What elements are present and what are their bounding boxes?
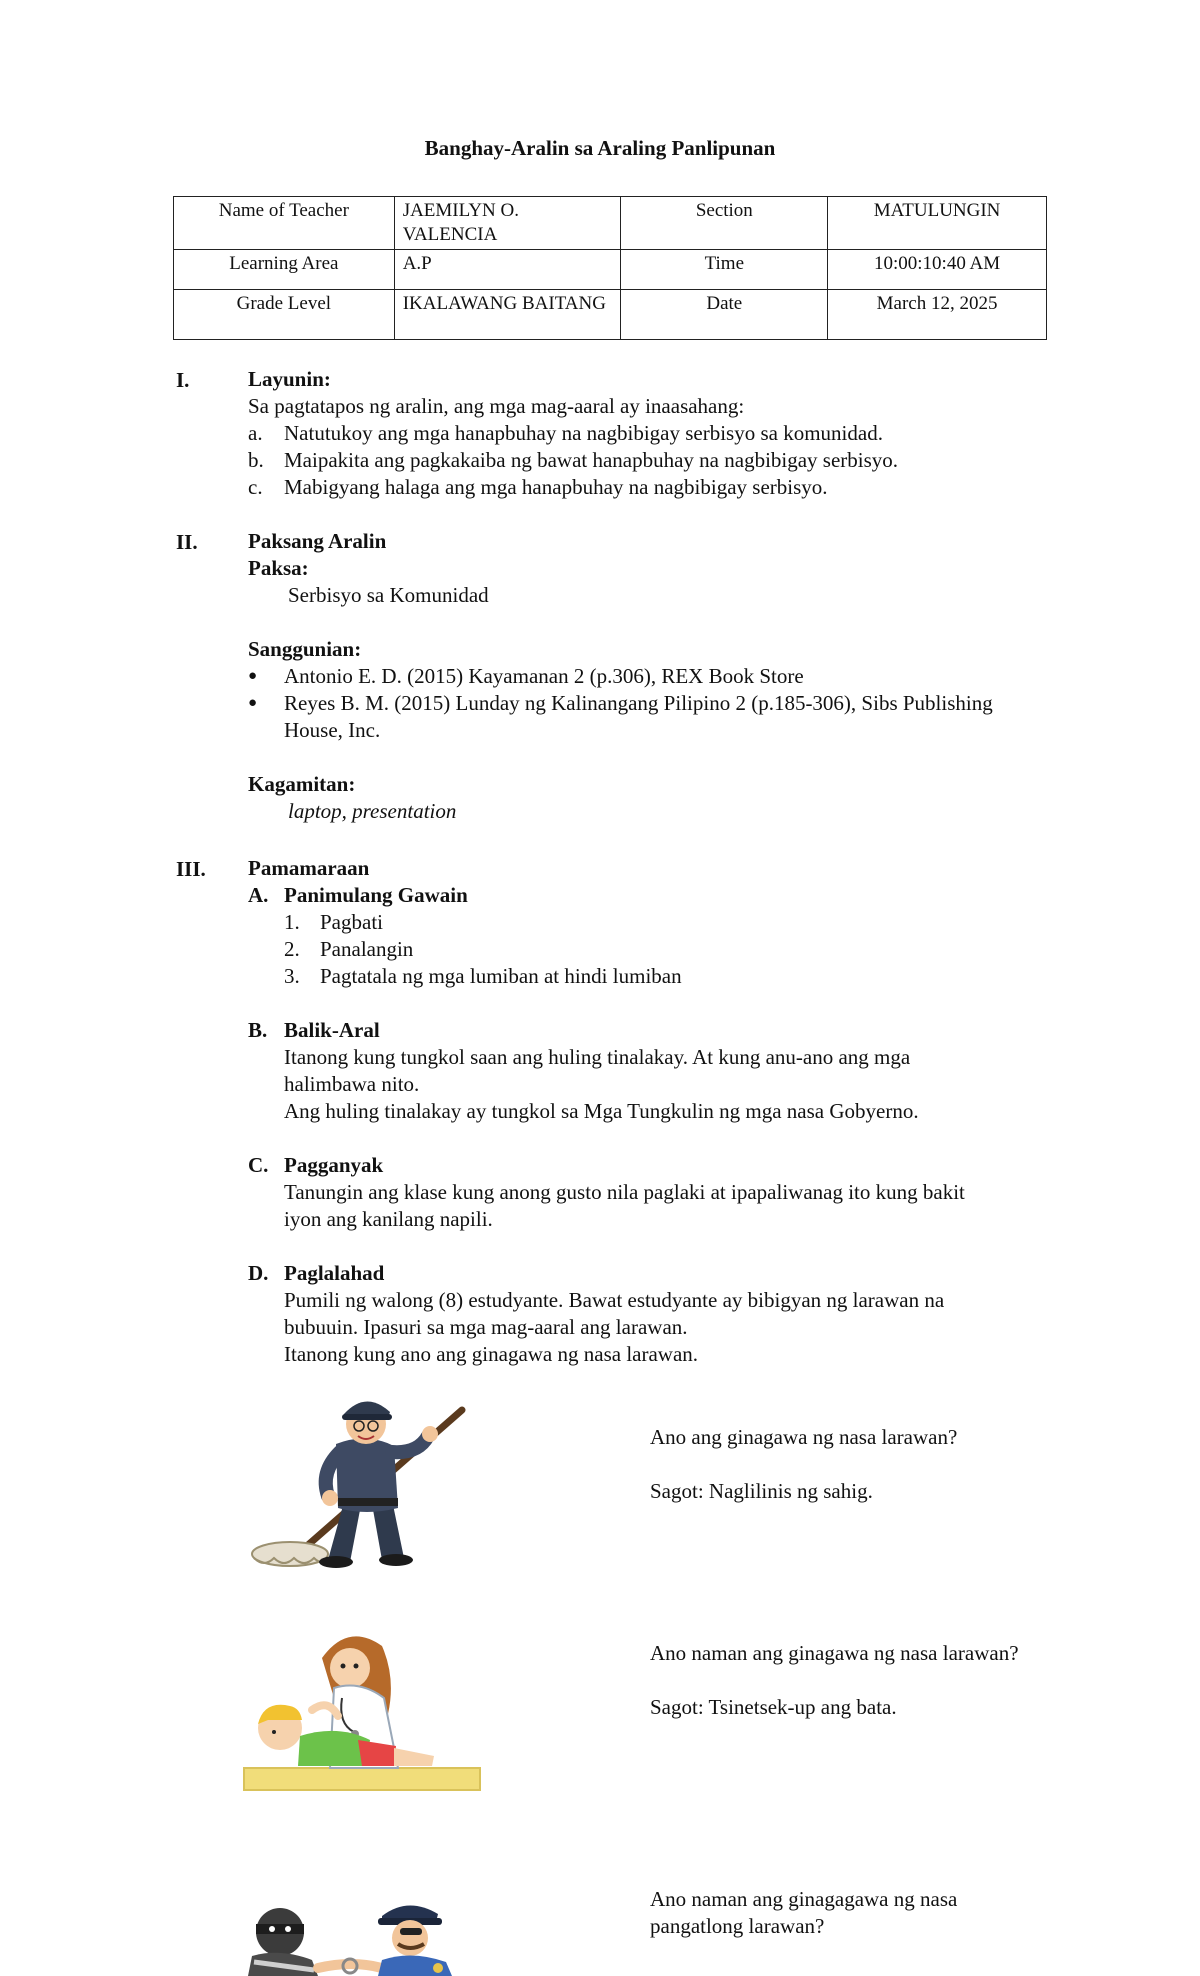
item-label: 1. — [284, 910, 300, 934]
list-item — [248, 474, 1068, 501]
section-numeral: I. — [176, 368, 190, 392]
subsection-title: Pagganyak — [284, 1153, 384, 1177]
section-paksang-aralin — [248, 528, 1068, 825]
section-heading: Layunin: — [248, 367, 331, 391]
kagamitan-text: laptop, presentation — [288, 799, 457, 823]
document-title: Banghay-Aralin sa Araling Panlipunan — [424, 136, 776, 160]
reference-text: Reyes B. M. (2015) Lunday ng Kalinangang Pilipino 2 (p.185-306), Sibs Publishing House, Inc. — [284, 691, 993, 742]
reference-text: Antonio E. D. (2015) Kayamanan 2 (p.306), REX Book Store — [284, 664, 804, 688]
table-label: Learning Area — [174, 250, 395, 290]
paragraph-line: Pumili ng walong (8) estudyante. Bawat estudyante ay bibigyan ng larawan na — [284, 1288, 945, 1312]
table-value: March 12, 2025 — [828, 290, 1047, 340]
subsection-title: Balik-Aral — [284, 1018, 380, 1042]
paksa-text: Serbisyo sa Komunidad — [288, 583, 489, 607]
section-heading: Pamamaraan — [248, 856, 370, 880]
subsection-label: B. — [248, 1018, 268, 1042]
info-table — [173, 196, 1047, 340]
sanggunian-label: Sanggunian: — [248, 637, 362, 661]
subsection-label: A. — [248, 883, 269, 907]
picture-answer: Sagot: Naglilinis ng sahig. — [650, 1479, 873, 1503]
list-item — [248, 690, 1068, 744]
item-label: a. — [248, 421, 263, 445]
table-label: Grade Level — [174, 290, 395, 340]
picture-question: Ano ang ginagawa ng nasa larawan? — [650, 1425, 958, 1449]
item-text: Pagbati — [320, 910, 383, 934]
table-row — [174, 290, 1047, 340]
item-label: b. — [248, 448, 264, 472]
item-label: 3. — [284, 964, 300, 988]
section-numeral: III. — [176, 857, 206, 881]
picture-answer: Sagot: Tsinetsek-up ang bata. — [650, 1695, 897, 1719]
bullet: ● — [248, 668, 258, 684]
subsection-heading — [248, 1152, 1078, 1179]
table-label: Date — [621, 290, 828, 340]
list-item — [248, 909, 1078, 936]
paragraph-line: Ang huling tinalakay ay tungkol sa Mga Tungkulin ng mga nasa Gobyerno. — [284, 1099, 919, 1123]
subsection-heading — [248, 1017, 1078, 1044]
police-thief-illustration — [232, 1890, 497, 1976]
table-value: A.P — [394, 250, 621, 290]
paragraph-line: bubuuin. Ipasuri sa mga mag-aaral ang larawan. — [284, 1315, 688, 1339]
list-item — [248, 963, 1078, 990]
table-label: Time — [621, 250, 828, 290]
list-item — [248, 663, 1068, 690]
table-value: JAEMILYN O. VALENCIA — [394, 197, 621, 250]
picture-question: Ano naman ang ginagawa ng nasa larawan? — [650, 1641, 1019, 1665]
subsection-label: D. — [248, 1261, 269, 1285]
section-layunin — [248, 366, 1068, 501]
picture-question — [650, 1886, 957, 1940]
item-label: 2. — [284, 937, 300, 961]
paragraph-line: halimbawa nito. — [284, 1072, 420, 1096]
subsection-title: Panimulang Gawain — [284, 883, 468, 907]
item-text: Mabigyang halaga ang mga hanapbuhay na nagbibigay serbisyo. — [284, 475, 828, 499]
item-text: Natutukoy ang mga hanapbuhay na nagbibigay serbisyo sa komunidad. — [284, 421, 883, 445]
subsection-title: Paglalahad — [284, 1261, 385, 1285]
item-text: Panalangin — [320, 937, 414, 961]
table-value: IKALAWANG BAITANG — [394, 290, 621, 340]
list-item — [248, 420, 1068, 447]
section-pamamaraan — [248, 855, 1078, 1368]
table-value: 10:00:10:40 AM — [828, 250, 1047, 290]
paragraph-line: Tanungin ang klase kung anong gusto nila paglaki at ipapaliwanag ito kung bakit — [284, 1180, 965, 1204]
list-item — [248, 447, 1068, 474]
bullet: ● — [248, 695, 258, 711]
paragraph-line: Itanong kung ano ang ginagawa ng nasa larawan. — [284, 1342, 699, 1366]
section-numeral: II. — [176, 530, 198, 554]
table-row — [174, 197, 1047, 250]
table-label: Section — [621, 197, 828, 250]
item-text: Maipakita ang pagkakaiba ng bawat hanapbuhay na nagbibigay serbisyo. — [284, 448, 899, 472]
subsection-label: C. — [248, 1153, 269, 1177]
item-label: c. — [248, 475, 263, 499]
paragraph-line: iyon ang kanilang napili. — [284, 1207, 493, 1231]
doctor-checkup-illustration — [238, 1628, 488, 1794]
janitor-illustration — [232, 1392, 497, 1572]
table-label: Name of Teacher — [174, 197, 395, 250]
question-line: pangatlong larawan? — [650, 1914, 825, 1938]
item-text: Pagtatala ng mga lumiban at hindi lumiban — [320, 964, 682, 988]
section-heading: Paksang Aralin — [248, 529, 387, 553]
table-value: MATULUNGIN — [828, 197, 1047, 250]
table-row — [174, 250, 1047, 290]
list-item — [248, 936, 1078, 963]
paksa-label: Paksa: — [248, 556, 309, 580]
question-line: Ano naman ang ginagagawa ng nasa — [650, 1887, 958, 1911]
kagamitan-label: Kagamitan: — [248, 772, 356, 796]
paragraph-line: Itanong kung tungkol saan ang huling tinalakay. At kung anu-ano ang mga — [284, 1045, 911, 1069]
section-intro: Sa pagtatapos ng aralin, ang mga mag-aaral ay inaasahang: — [248, 394, 745, 418]
subsection-heading — [248, 1260, 1078, 1287]
subsection-heading — [248, 882, 1078, 909]
